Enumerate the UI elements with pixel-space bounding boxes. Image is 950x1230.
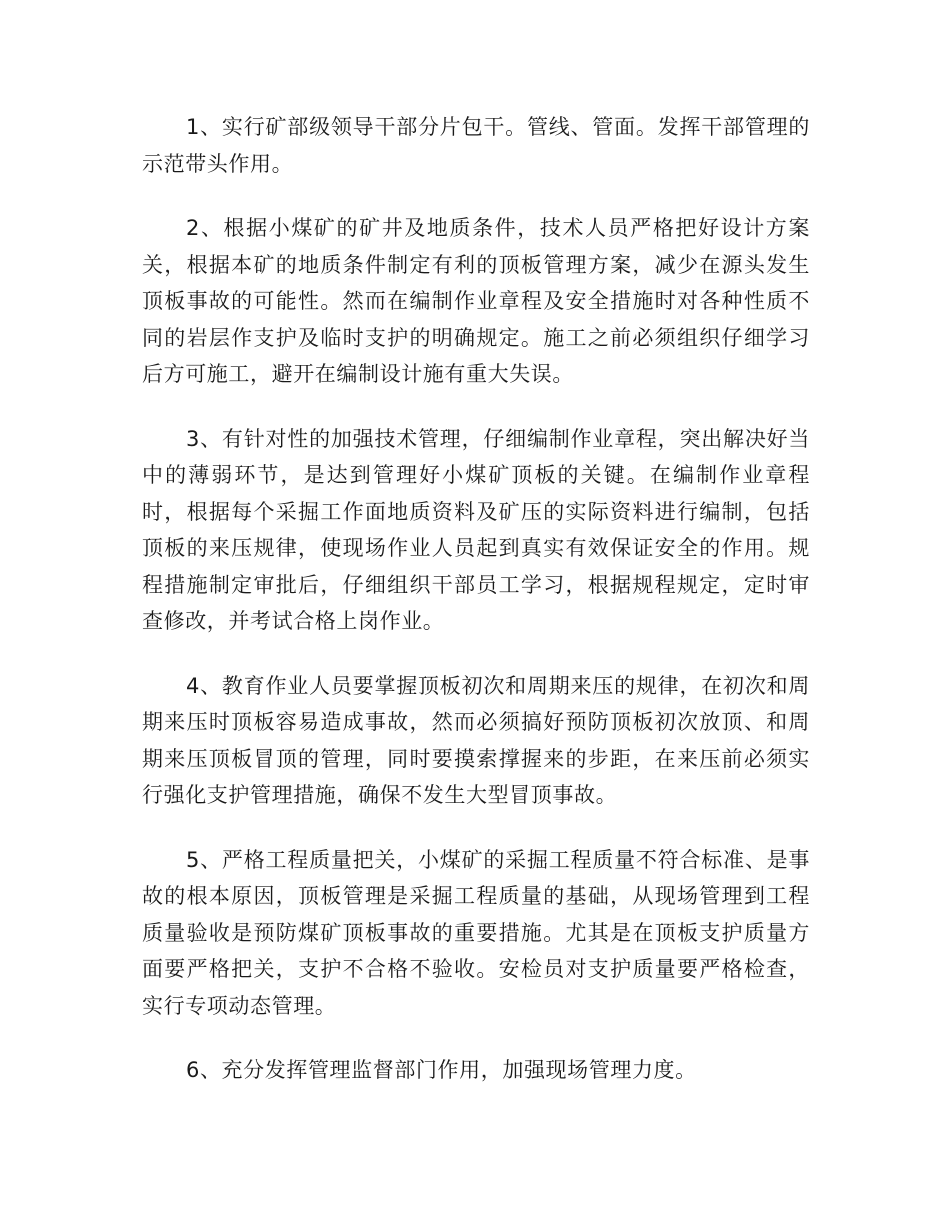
paragraph-3: 3、有针对性的加强技术管理，仔细编制作业章程，突出解决好当中的薄弱环节，是达到管理好小煤矿顶板的关键。在编制作业章程时，根据每个采掘工作面地质资料及矿压的实际资料进行编制，包括顶板的来压规律，使现场作业人员起到真实有效保证安全的作用。规程措施制定审批后，仔细组织干部员工学习，根据规程规定，定时审查修改，并考试合格上岗作业。: [142, 426, 810, 633]
paragraph-4: 4、教育作业人员要掌握顶板初次和周期来压的规律，在初次和周期来压时顶板容易造成事故，然而必须搞好预防顶板初次放顶、和周期来压顶板冒顶的管理，同时要摸索撑握来的步距，在来压前必须实行强化支护管理措施，确保不发生大型冒顶事故。: [142, 673, 810, 807]
paragraph-6: 6、充分发挥管理监督部门作用，加强现场管理力度。: [186, 1058, 697, 1082]
paragraph-5: 5、严格工程质量把关，小煤矿的采掘工程质量不符合标准、是事故的根本原因，顶板管理是采掘工程质量的基础，从现场管理到工程质量验收是预防煤矿顶板事故的重要措施。尤其是在顶板支护质量方面要严格把关，支护不合格不验收。安检员对支护质量要严格检查，实行专项动态管理。: [142, 847, 810, 1018]
paragraph-1: 1、实行矿部级领导干部分片包干。管线、管面。发挥干部管理的示范带头作用。: [142, 115, 810, 176]
paragraph-2: 2、根据小煤矿的矿井及地质条件，技术人员严格把好设计方案关，根据本矿的地质条件制定有利的顶板管理方案，减少在源头发生顶板事故的可能性。然而在编制作业章程及安全措施时对各种性质不同的岩层作支护及临时支护的明确规定。施工之前必须组织仔细学习后方可施工，避开在编制设计施有重大失误。: [142, 216, 810, 386]
